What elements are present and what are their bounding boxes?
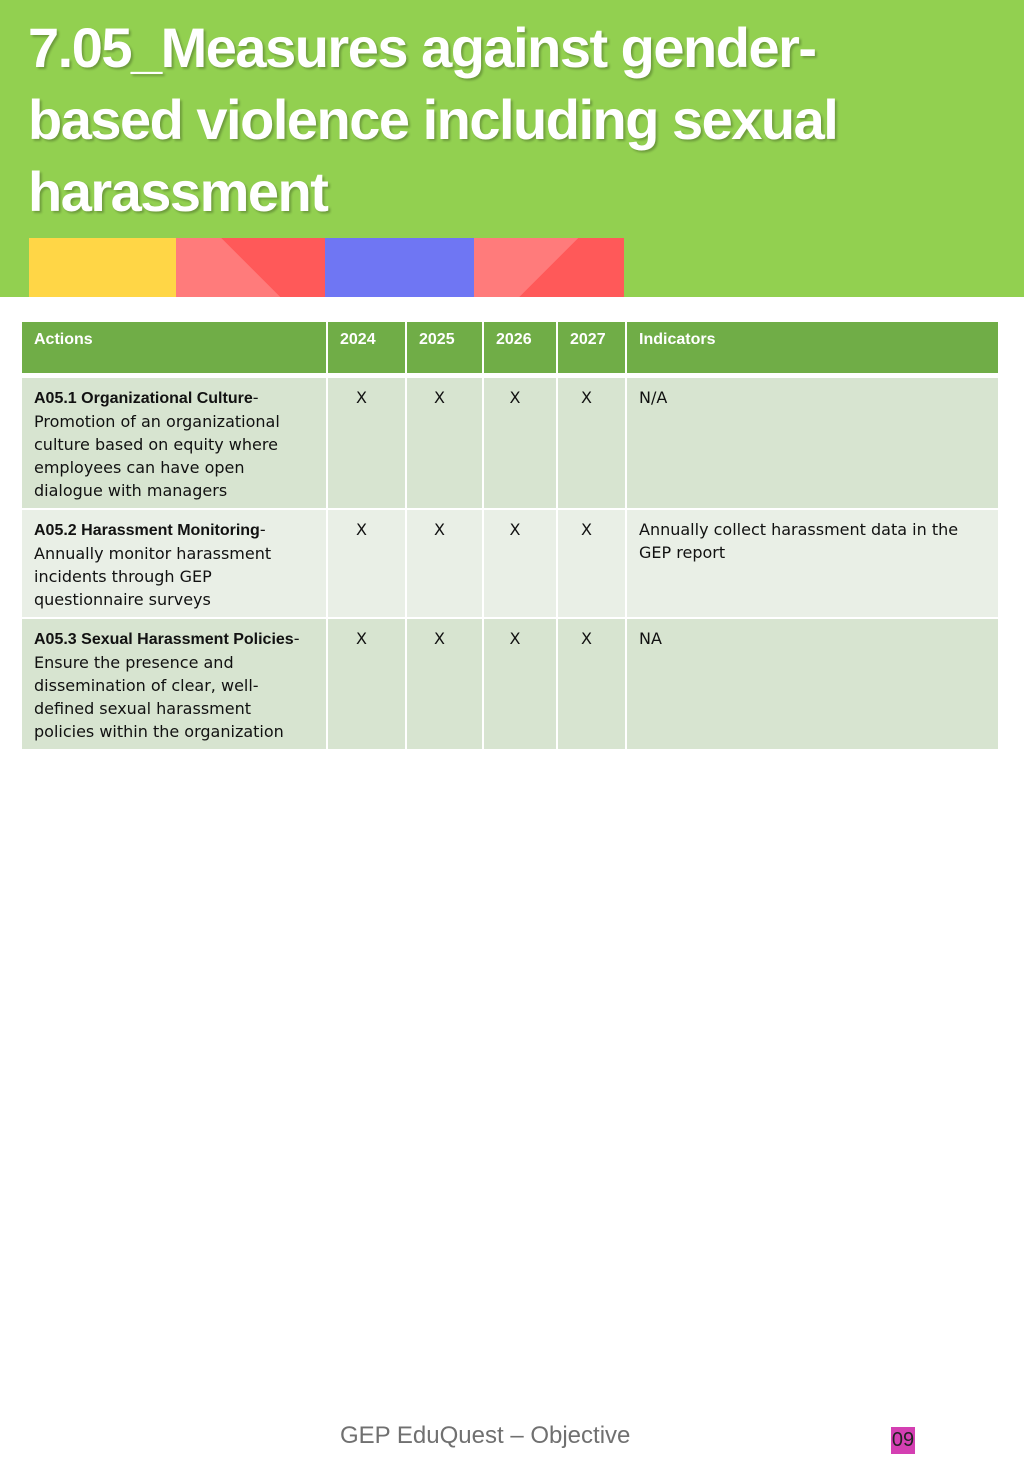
mark-2027: X	[558, 378, 625, 508]
column-header-2025: 2025	[407, 322, 482, 373]
page-number: 09	[891, 1427, 915, 1454]
action-description: -Promotion of an organizational culture based on equity where employees can have open dialogue with managers	[34, 388, 280, 500]
decorative-stripes	[29, 238, 624, 297]
mark-2026: X	[484, 378, 556, 508]
stripe-coral-right	[474, 238, 624, 297]
mark-2024: X	[328, 510, 405, 617]
page-title: 7.05_Measures against gender-based violence including sexual harassment	[28, 16, 838, 223]
mark-2026: X	[484, 510, 556, 617]
indicator-cell: NA	[627, 619, 998, 749]
column-header-2024: 2024	[328, 322, 405, 373]
action-title: A05.1 Organizational Culture	[34, 390, 253, 407]
stripe-yellow	[29, 238, 176, 297]
column-header-2027: 2027	[558, 322, 625, 373]
mark-2026: X	[484, 619, 556, 749]
mark-2025: X	[407, 510, 482, 617]
action-cell	[22, 510, 326, 617]
footer-text: GEP EduQuest – Objective	[340, 1422, 631, 1449]
mark-2025: X	[407, 619, 482, 749]
action-description: -Annually monitor harassment incidents through GEP questionnaire surveys	[34, 520, 272, 609]
indicator-cell: N/A	[627, 378, 998, 508]
action-description: -Ensure the presence and dissemination of clear, well-defined sexual harassment policies within the organization	[34, 629, 300, 741]
column-header-2026: 2026	[484, 322, 556, 373]
action-cell	[22, 378, 326, 508]
column-header-indicators: Indicators	[627, 322, 998, 373]
action-title: A05.3 Sexual Harassment Policies	[34, 631, 294, 648]
table-row	[22, 378, 998, 508]
table-row	[22, 510, 998, 617]
stripe-blue	[325, 238, 474, 297]
mark-2027: X	[558, 510, 625, 617]
mark-2024: X	[328, 619, 405, 749]
title-banner	[0, 0, 1024, 297]
action-cell	[22, 619, 326, 749]
mark-2024: X	[328, 378, 405, 508]
stripe-coral-left	[176, 238, 325, 297]
mark-2027: X	[558, 619, 625, 749]
table-row	[22, 619, 998, 749]
mark-2025: X	[407, 378, 482, 508]
indicator-cell: Annually collect harassment data in the GEP report	[627, 510, 998, 617]
column-header-actions: Actions	[22, 322, 326, 373]
actions-table	[20, 320, 1000, 751]
table-header-row	[22, 322, 998, 373]
header-spacer	[22, 375, 998, 376]
action-title: A05.2 Harassment Monitoring	[34, 522, 260, 539]
